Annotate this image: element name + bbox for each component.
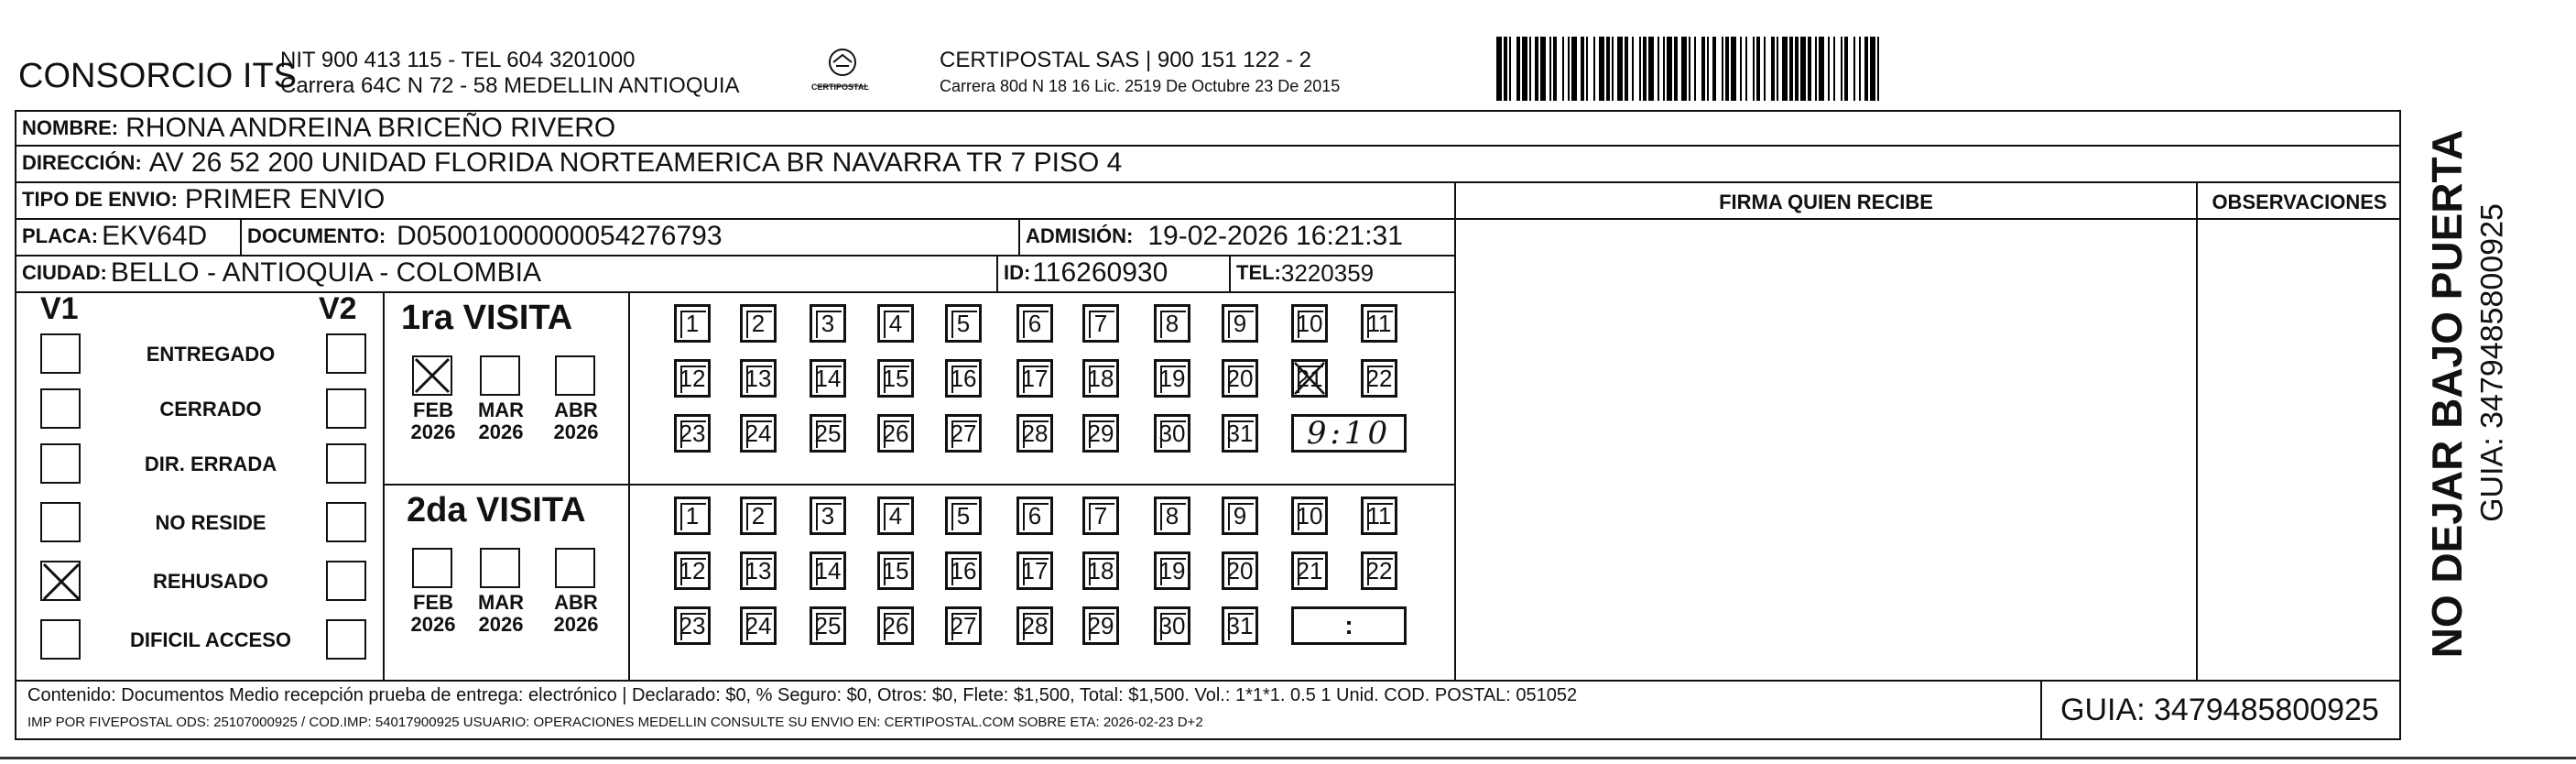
day-number: 31: [1226, 611, 1254, 639]
day-box[interactable]: [674, 414, 711, 453]
firma-label: FIRMA QUIEN RECIBE: [1719, 191, 1933, 213]
month-year: 2026: [553, 613, 599, 636]
logo-text: CERTIPOSTAL: [811, 82, 869, 92]
month-label: [544, 399, 608, 443]
footer-divider: [15, 680, 2401, 682]
status-label: CERRADO: [159, 398, 262, 420]
day-box[interactable]: [877, 551, 914, 590]
month-checkbox[interactable]: [412, 548, 452, 588]
scan-edge: [0, 757, 2576, 759]
id-cell: [998, 255, 1229, 291]
tipo-row: [16, 181, 1445, 218]
month-name: FEB: [413, 591, 453, 614]
day-box[interactable]: [945, 304, 982, 343]
day-box[interactable]: [810, 606, 846, 645]
day-box[interactable]: [810, 359, 846, 398]
status-label: NO RESIDE: [155, 511, 266, 534]
day-number: 29: [1087, 419, 1114, 447]
day-box[interactable]: [1222, 359, 1258, 398]
day-box[interactable]: [877, 359, 914, 398]
day-box[interactable]: [1016, 606, 1053, 645]
day-number: 7: [1093, 501, 1108, 529]
day-number: 23: [679, 611, 706, 639]
day-number: 11: [1366, 501, 1392, 529]
month-year: 2026: [478, 420, 524, 443]
day-number: 30: [1158, 419, 1186, 447]
day-number: 11: [1366, 309, 1392, 337]
day-box[interactable]: [1154, 414, 1190, 453]
status-divider: [383, 291, 385, 680]
day-number: 28: [1021, 419, 1049, 447]
day-box[interactable]: [1154, 497, 1190, 535]
day-box[interactable]: [1016, 414, 1053, 453]
no-dejar-bajo-puerta: NO DEJAR BAJO PUERTA: [2423, 129, 2471, 659]
v1-checkbox[interactable]: [40, 333, 81, 374]
day-number: 17: [1021, 364, 1049, 392]
day-number: 15: [882, 364, 909, 392]
month-year: 2026: [478, 613, 524, 636]
month-label: [469, 592, 533, 636]
admision-value: 19-02-2026 16:21:31: [1147, 221, 1403, 251]
day-number: 5: [956, 309, 971, 337]
certipostal-line-1: CERTIPOSTAL SAS | 900 151 122 - 2: [940, 48, 1311, 72]
day-box[interactable]: [945, 414, 982, 453]
day-number: 14: [814, 364, 842, 392]
certipostal-line-2: Carrera 80d N 18 16 Lic. 2519 De Octubre 23 De 2015: [940, 77, 1341, 95]
day-box[interactable]: [1082, 497, 1119, 535]
day-number: 1: [685, 309, 700, 337]
day-number: 31: [1226, 419, 1254, 447]
day-number: 26: [882, 419, 909, 447]
day-number: 19: [1158, 556, 1186, 584]
day-box[interactable]: [740, 304, 777, 343]
v2-checkbox[interactable]: [326, 443, 366, 484]
day-number: 19: [1158, 364, 1186, 392]
month-checkbox[interactable]: [412, 355, 452, 396]
time-box[interactable]: [1291, 414, 1407, 453]
day-box[interactable]: [1291, 551, 1328, 590]
day-number: 30: [1158, 611, 1186, 639]
placa-cell: [16, 218, 240, 255]
month-label: [469, 399, 533, 443]
month-year: 2026: [553, 420, 599, 443]
second-visit-title: 2da VISITA: [407, 491, 586, 529]
documento-value: D05001000000054276793: [397, 221, 723, 251]
day-number: 28: [1021, 611, 1049, 639]
v1-label: V1: [40, 291, 79, 326]
day-number: 4: [888, 501, 903, 529]
first-visit-title: 1ra VISITA: [401, 299, 573, 337]
day-number: 26: [882, 611, 909, 639]
day-box[interactable]: [1016, 359, 1053, 398]
v1-checkbox[interactable]: [40, 561, 81, 601]
tipo-label: TIPO DE ENVIO:: [22, 188, 178, 211]
day-number: 3: [821, 309, 835, 337]
day-box[interactable]: [945, 359, 982, 398]
day-box[interactable]: [945, 497, 982, 535]
day-number: 7: [1093, 309, 1108, 337]
firma-header-line: [2196, 218, 2401, 220]
status-label: ENTREGADO: [146, 343, 276, 366]
footer-guia: GUIA: 3479485800925: [2060, 693, 2379, 727]
v2-checkbox[interactable]: [326, 561, 366, 601]
day-box[interactable]: [1361, 304, 1397, 343]
day-number: 1: [685, 501, 700, 529]
handwritten-time: 9:10: [1306, 415, 1392, 452]
nombre-label: NOMBRE:: [22, 116, 119, 139]
v2-checkbox[interactable]: [326, 619, 366, 660]
day-number: 14: [814, 556, 842, 584]
day-number: 10: [1296, 309, 1323, 337]
day-number: 9: [1233, 501, 1247, 529]
day-number: 6: [1027, 309, 1042, 337]
day-box[interactable]: [1222, 414, 1258, 453]
barcode-bar: [1879, 37, 1883, 101]
company-address: Carrera 64C N 72 - 58 MEDELLIN ANTIOQUIA: [280, 73, 740, 98]
day-box[interactable]: [945, 606, 982, 645]
status-label: DIFICIL ACCESO: [129, 628, 291, 651]
day-box[interactable]: [945, 551, 982, 590]
day-box[interactable]: [1361, 359, 1397, 398]
month-year: 2026: [410, 613, 456, 636]
company-name: CONSORCIO ITS: [18, 57, 298, 95]
day-box[interactable]: [1361, 497, 1397, 535]
day-box[interactable]: [1154, 551, 1190, 590]
day-number: 16: [950, 364, 977, 392]
day-box[interactable]: [1291, 359, 1328, 398]
month-checkbox[interactable]: [480, 355, 520, 396]
month-name: ABR: [554, 398, 598, 421]
day-number: 22: [1365, 364, 1393, 392]
day-box[interactable]: [1222, 497, 1258, 535]
day-box[interactable]: [740, 497, 777, 535]
nombre-value: RHONA ANDREINA BRICEÑO RIVERO: [125, 113, 616, 143]
day-number: 4: [888, 309, 903, 337]
tipo-value: PRIMER ENVIO: [184, 184, 386, 214]
day-number: 13: [745, 364, 772, 392]
month-label: [401, 399, 465, 443]
placa-label: PLACA:: [22, 224, 99, 247]
day-box[interactable]: [1016, 551, 1053, 590]
day-box[interactable]: [810, 414, 846, 453]
documento-cell: [242, 218, 1018, 255]
v1-checkbox[interactable]: [40, 619, 81, 660]
day-box[interactable]: [674, 359, 711, 398]
month-name: MAR: [477, 398, 525, 421]
ciudad-cell: [16, 255, 996, 291]
day-box[interactable]: [740, 359, 777, 398]
day-box[interactable]: [1154, 359, 1190, 398]
v1-checkbox[interactable]: [40, 443, 81, 484]
day-box[interactable]: [1082, 359, 1119, 398]
day-number: 13: [745, 556, 772, 584]
day-number: 24: [745, 611, 772, 639]
day-number: 10: [1296, 501, 1323, 529]
visit-divider: [628, 291, 630, 680]
direccion-label: DIRECCIÓN:: [22, 151, 142, 174]
day-number: 16: [950, 556, 977, 584]
day-number: 29: [1087, 611, 1114, 639]
contenido-text: Contenido: Documentos Medio recepción prueba de entrega: electrónico | Declarado: $0, % Seguro: $0, Otros: $0, Flete: $1,500, Total: $1,500. Vol.: 1*1*1. 0.5 1 Unid. COD. POSTAL: 051052: [27, 685, 1578, 705]
v2-checkbox[interactable]: [326, 333, 366, 374]
imp-text: IMP POR FIVEPOSTAL ODS: 25107000925 / COD.IMP: 54017900925 USUARIO: OPERACIONES MEDELLIN CONSULTE SU ENVIO EN: CERTIPOSTAL.COM SOBRE ETA: 2026-02-23 D+2: [27, 715, 1203, 730]
day-number: 3: [821, 501, 835, 529]
day-box[interactable]: [877, 304, 914, 343]
day-box[interactable]: [740, 414, 777, 453]
direccion-row: [16, 145, 1848, 181]
tel-cell: [1231, 255, 1454, 291]
row-divider: [15, 291, 1456, 293]
month-checkbox[interactable]: [555, 355, 595, 396]
nit-line: NIT 900 413 115 - TEL 604 3201000: [280, 48, 636, 72]
day-number: 17: [1021, 556, 1049, 584]
col-divider: [1454, 181, 1456, 680]
day-box[interactable]: [1082, 551, 1119, 590]
day-number: 12: [679, 556, 706, 584]
day-box[interactable]: [1154, 304, 1190, 343]
ciudad-value: BELLO - ANTIOQUIA - COLOMBIA: [110, 257, 542, 288]
day-number: 20: [1226, 556, 1254, 584]
v1-checkbox[interactable]: [40, 502, 81, 542]
month-label: [401, 592, 465, 636]
day-box[interactable]: [877, 497, 914, 535]
day-box[interactable]: [810, 304, 846, 343]
day-number: 24: [745, 419, 772, 447]
day-box[interactable]: [1082, 414, 1119, 453]
status-label: DIR. ERRADA: [144, 453, 277, 475]
day-box[interactable]: [1222, 304, 1258, 343]
day-box[interactable]: [1082, 606, 1119, 645]
day-number: 2: [751, 309, 766, 337]
day-number: 20: [1226, 364, 1254, 392]
day-box[interactable]: [674, 606, 711, 645]
documento-label: DOCUMENTO:: [247, 224, 386, 247]
day-number: 25: [814, 419, 842, 447]
day-box[interactable]: [810, 497, 846, 535]
day-box[interactable]: [674, 497, 711, 535]
day-box[interactable]: [1291, 497, 1328, 535]
v2-label: V2: [319, 291, 357, 326]
day-number: 27: [950, 611, 977, 639]
time-box[interactable]: [1291, 606, 1407, 645]
day-box[interactable]: [1222, 606, 1258, 645]
col-divider: [2040, 680, 2042, 740]
day-number: 21: [1296, 556, 1323, 584]
month-label: [544, 592, 608, 636]
day-number: 22: [1365, 556, 1393, 584]
day-box[interactable]: [1082, 304, 1119, 343]
day-box[interactable]: [674, 551, 711, 590]
month-year: 2026: [410, 420, 456, 443]
day-number: 2: [751, 501, 766, 529]
side-guia: GUIA: 3479485800925: [2474, 203, 2510, 522]
day-box[interactable]: [740, 606, 777, 645]
day-number: 18: [1087, 556, 1114, 584]
placa-value: EKV64D: [102, 221, 208, 251]
id-label: ID:: [1004, 261, 1031, 284]
tel-label: TEL:: [1236, 261, 1281, 284]
day-number: 27: [950, 419, 977, 447]
nombre-row: [16, 110, 1390, 147]
day-box[interactable]: [1016, 497, 1053, 535]
admision-cell: [1020, 218, 1454, 255]
barcode: [1496, 37, 2174, 101]
direccion-value: AV 26 52 200 UNIDAD FLORIDA NORTEAMERICA BR NAVARRA TR 7 PISO 4: [148, 147, 1123, 178]
day-box[interactable]: [1361, 551, 1397, 590]
day-number: 23: [679, 419, 706, 447]
month-checkbox[interactable]: [555, 548, 595, 588]
day-number: 8: [1165, 309, 1179, 337]
ciudad-label: CIUDAD:: [22, 261, 107, 284]
id-value: 116260930: [1032, 257, 1168, 288]
day-number: 25: [814, 611, 842, 639]
day-number: 6: [1027, 501, 1042, 529]
tel-value: 3220359: [1280, 258, 1375, 287]
v2-checkbox[interactable]: [326, 388, 366, 429]
month-checkbox[interactable]: [480, 548, 520, 588]
day-box[interactable]: [740, 551, 777, 590]
day-number: 18: [1087, 364, 1114, 392]
v1-checkbox[interactable]: [40, 388, 81, 429]
day-number: 9: [1233, 309, 1247, 337]
v2-checkbox[interactable]: [326, 502, 366, 542]
day-box[interactable]: [877, 414, 914, 453]
day-box[interactable]: [1016, 304, 1053, 343]
month-name: FEB: [413, 398, 453, 421]
day-box[interactable]: [877, 606, 914, 645]
col-divider: [2196, 181, 2198, 680]
day-box[interactable]: [810, 551, 846, 590]
admision-label: ADMISIÓN:: [1026, 224, 1134, 247]
status-label: REHUSADO: [153, 570, 268, 593]
day-number: 8: [1165, 501, 1179, 529]
day-number: 5: [956, 501, 971, 529]
visit-separator: [383, 484, 1454, 486]
observaciones-label: OBSERVACIONES: [2212, 191, 2387, 213]
time-value: :: [1344, 611, 1353, 639]
month-name: ABR: [554, 591, 598, 614]
day-number: 21: [1296, 364, 1323, 392]
day-box[interactable]: [674, 304, 711, 343]
day-box[interactable]: [1154, 606, 1190, 645]
day-box[interactable]: [1291, 304, 1328, 343]
day-number: 15: [882, 556, 909, 584]
month-name: MAR: [477, 591, 525, 614]
day-number: 12: [679, 364, 706, 392]
day-box[interactable]: [1222, 551, 1258, 590]
